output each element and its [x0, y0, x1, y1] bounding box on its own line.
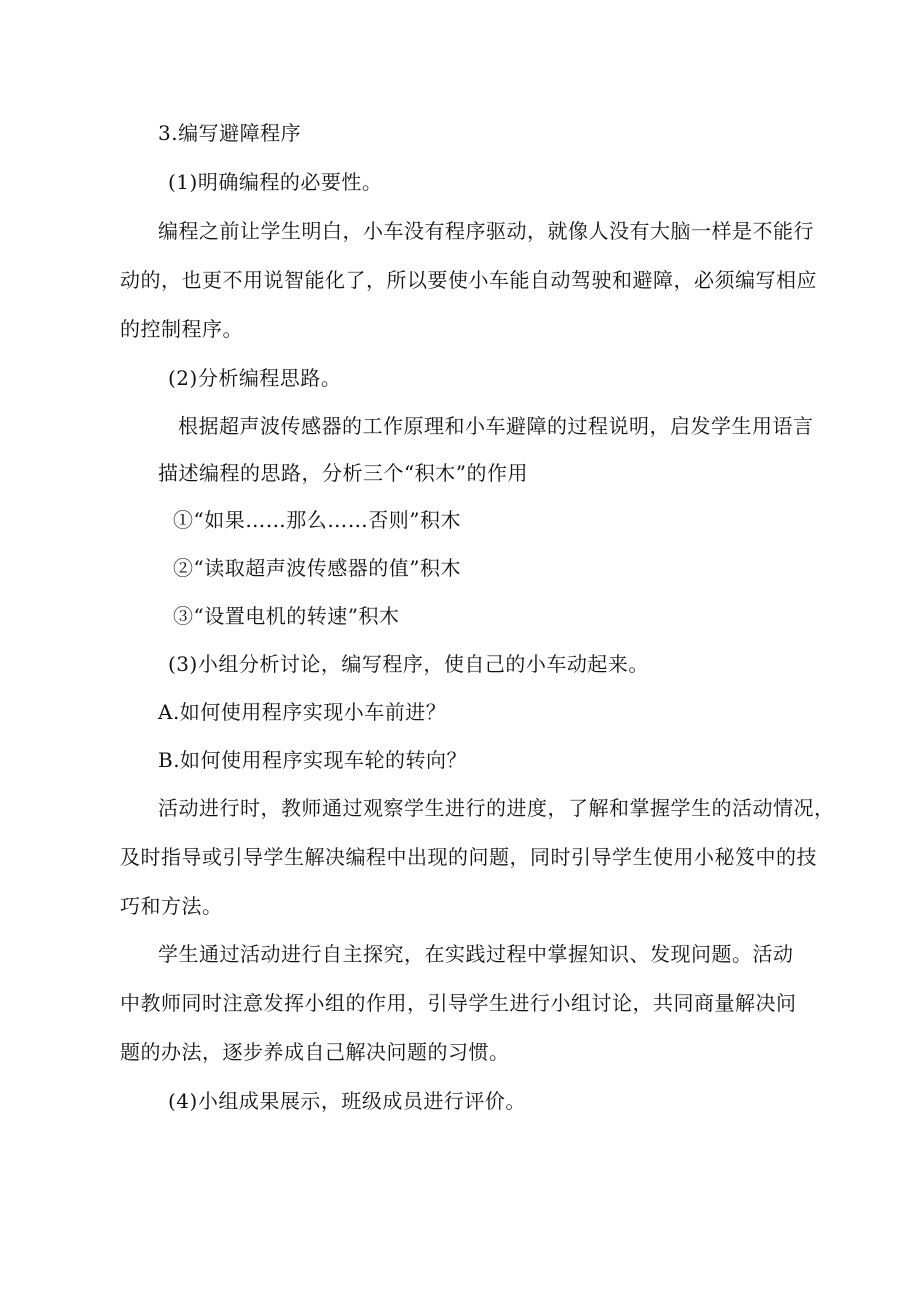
- section-heading: 3.编写避障程序: [158, 121, 302, 145]
- para1-line2: 动的，也更不用说智能化了，所以要使小车能自动驾驶和避障，必须编写相应: [120, 268, 817, 292]
- para1-line3: 的控制程序。: [120, 317, 243, 341]
- para3-line1: 活动进行时，教师通过观察学生进行的进度，了解和掌握学生的活动情况，: [158, 796, 835, 820]
- para4-line2: 中教师同时注意发挥小组的作用，引导学生进行小组讨论，共同商量解决问: [120, 991, 797, 1015]
- item1-heading: (1)明确编程的必要性。: [168, 170, 383, 194]
- item2-heading: (2)分析编程思路。: [168, 366, 342, 390]
- question-b: B.如何使用程序实现车轮的转向？: [158, 748, 468, 772]
- block-item-3: ③“设置电机的转速”积木: [173, 604, 400, 628]
- block-item-1: ①“如果……那么……否则”积木: [173, 508, 461, 532]
- para3-line3: 巧和方法。: [120, 894, 223, 918]
- item3-heading: (3)小组分析讨论，编写程序，使自己的小车动起来。: [168, 652, 649, 676]
- para3-line2: 及时指导或引导学生解决编程中出现的问题，同时引导学生使用小秘笈中的技: [120, 845, 817, 869]
- para4-line1: 学生通过活动进行自主探究，在实践过程中掌握知识、发现问题。活动: [158, 942, 794, 966]
- block-item-2: ②“读取超声波传感器的值”积木: [173, 556, 461, 580]
- question-a: A.如何使用程序实现小车前进？: [158, 700, 447, 724]
- para4-line3: 题的办法，逐步养成自己解决问题的习惯。: [120, 1040, 510, 1064]
- item4-heading: (4)小组成果展示，班级成员进行评价。: [168, 1089, 526, 1113]
- para2-line2: 描述编程的思路，分析三个“积木”的作用: [158, 461, 528, 485]
- para1-line1: 编程之前让学生明白，小车没有程序驱动，就像人没有大脑一样是不能行: [158, 219, 814, 243]
- para2-line1: 根据超声波传感器的工作原理和小车避障的过程说明，启发学生用语言: [178, 414, 814, 438]
